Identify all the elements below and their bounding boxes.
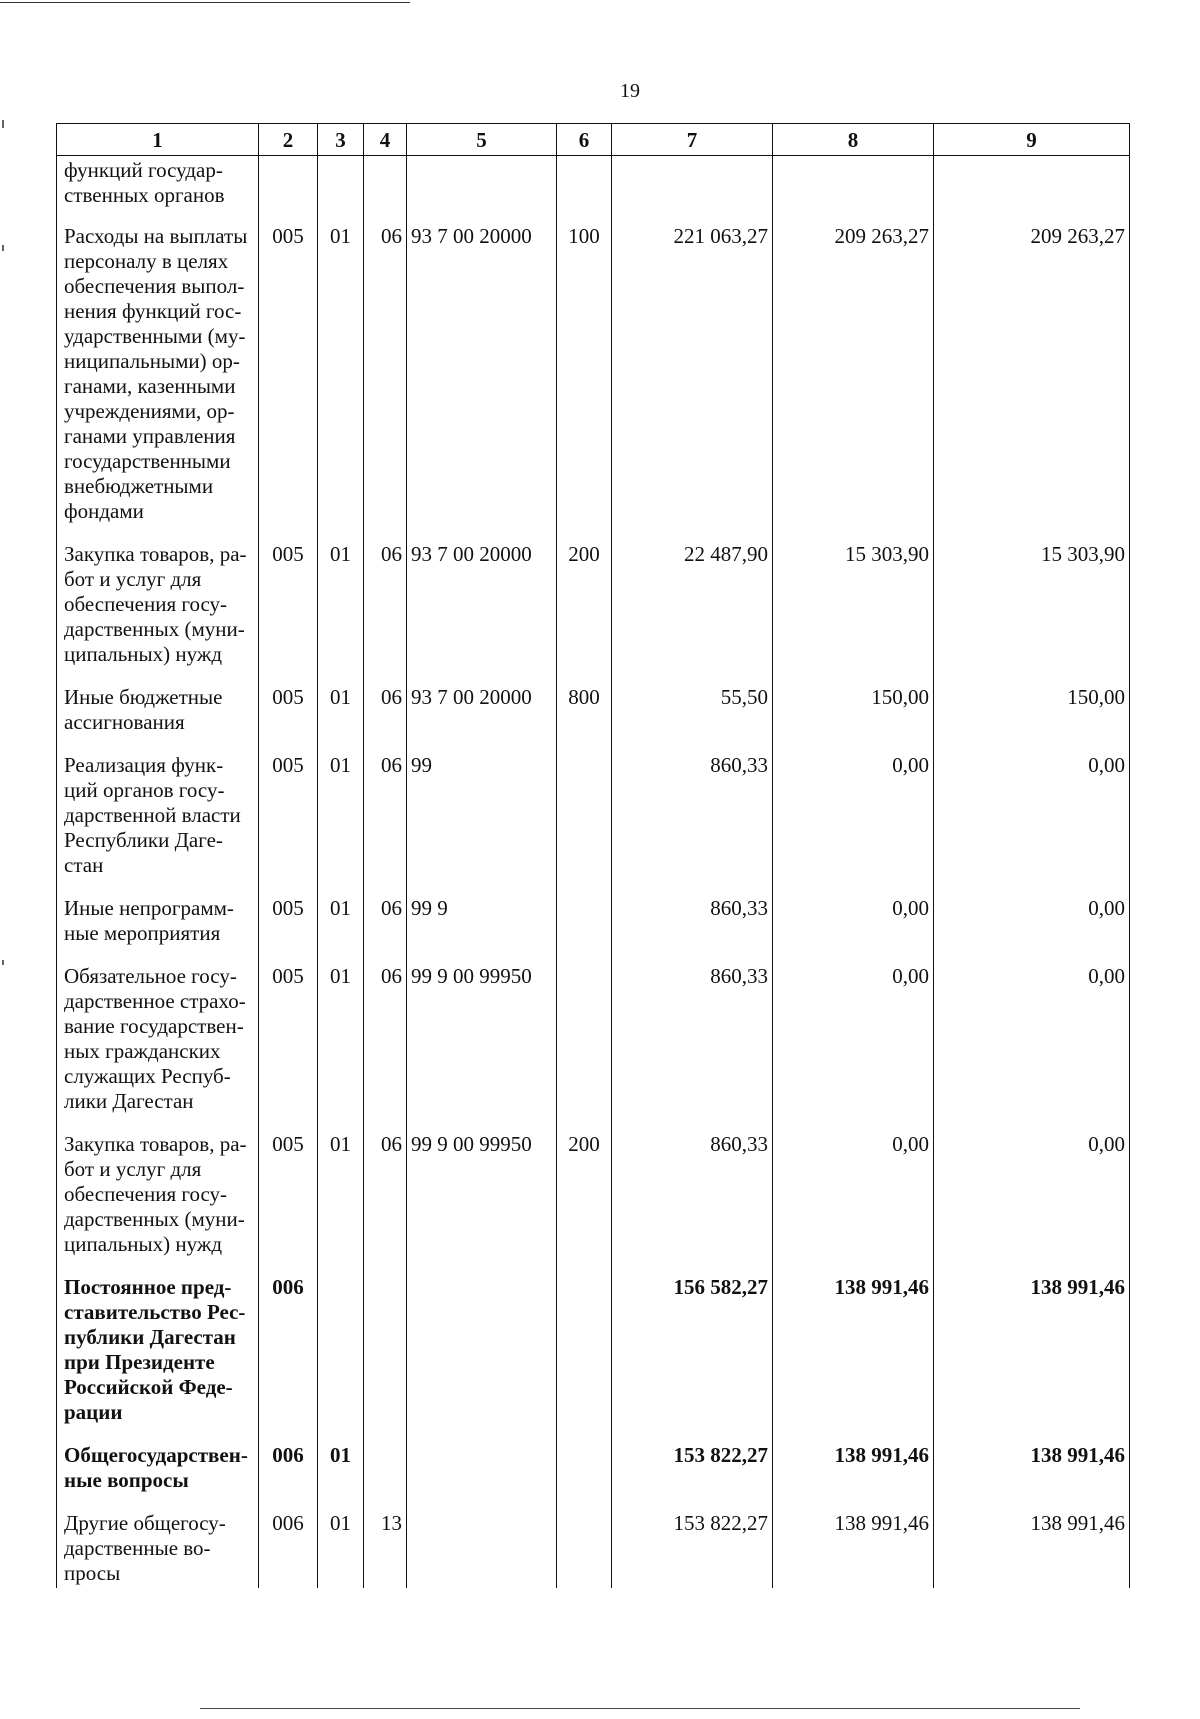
amount-col7-cell: 860,33 xyxy=(612,896,773,964)
budget-table xyxy=(56,123,1130,1588)
left-margin-mark xyxy=(2,960,4,965)
expense-name-cell: Закупка товаров, ра- бот и услуг для обеспечения госу- дарственных (муни- ципальных) нужд xyxy=(57,1132,259,1275)
ministry-code-cell: 005 xyxy=(259,896,318,964)
target-article-cell xyxy=(407,1275,557,1443)
column-header: 8 xyxy=(773,124,934,156)
table-row xyxy=(57,1443,1130,1511)
target-article-cell xyxy=(407,156,557,225)
subsection-code-cell: 06 xyxy=(364,753,407,896)
target-article-cell: 99 xyxy=(407,753,557,896)
amount-col8-cell: 0,00 xyxy=(773,1132,934,1275)
ministry-code-cell: 005 xyxy=(259,753,318,896)
amount-col9-cell: 138 991,46 xyxy=(934,1511,1130,1588)
amount-col8-cell: 138 991,46 xyxy=(773,1275,934,1443)
amount-col9-cell: 138 991,46 xyxy=(934,1275,1130,1443)
table-body xyxy=(57,156,1130,1589)
column-header: 5 xyxy=(407,124,557,156)
ministry-code-cell: 005 xyxy=(259,224,318,542)
amount-col9-cell: 15 303,90 xyxy=(934,542,1130,685)
amount-col9-cell xyxy=(934,156,1130,225)
section-code-cell xyxy=(318,156,364,225)
amount-col9-cell: 0,00 xyxy=(934,1132,1130,1275)
target-article-cell: 99 9 xyxy=(407,896,557,964)
ministry-code-cell: 005 xyxy=(259,964,318,1132)
section-code-cell xyxy=(318,1275,364,1443)
section-code-cell: 01 xyxy=(318,753,364,896)
amount-col7-cell: 153 822,27 xyxy=(612,1511,773,1588)
ministry-code-cell: 006 xyxy=(259,1275,318,1443)
amount-col9-cell: 150,00 xyxy=(934,685,1130,753)
subsection-code-cell: 06 xyxy=(364,542,407,685)
amount-col8-cell xyxy=(773,156,934,225)
amount-col8-cell: 15 303,90 xyxy=(773,542,934,685)
subsection-code-cell xyxy=(364,1275,407,1443)
expense-name-cell: Расходы на выплаты персоналу в целях обеспечения выпол- нения функций гос- ударственными (му- ниципальными) ор- ганами, казенными учреждениями, ор- ганами управления государственными внебюджетными фондами xyxy=(57,224,259,542)
expense-name-cell: Иные непрограмм- ные мероприятия xyxy=(57,896,259,964)
table-row xyxy=(57,964,1130,1132)
target-article-cell xyxy=(407,1511,557,1588)
target-article-cell xyxy=(407,1443,557,1511)
expense-type-cell xyxy=(557,753,612,896)
column-header: 7 xyxy=(612,124,773,156)
column-header: 4 xyxy=(364,124,407,156)
column-header: 3 xyxy=(318,124,364,156)
amount-col9-cell: 0,00 xyxy=(934,896,1130,964)
expense-name-cell: Закупка товаров, ра- бот и услуг для обеспечения госу- дарственных (муни- ципальных) нужд xyxy=(57,542,259,685)
amount-col8-cell: 0,00 xyxy=(773,896,934,964)
subsection-code-cell xyxy=(364,1443,407,1511)
amount-col7-cell: 860,33 xyxy=(612,964,773,1132)
top-scan-rule xyxy=(0,2,410,3)
amount-col8-cell: 209 263,27 xyxy=(773,224,934,542)
target-article-cell: 99 9 00 99950 xyxy=(407,964,557,1132)
expense-name-cell: функций государ- ственных органов xyxy=(57,156,259,225)
amount-col7-cell: 55,50 xyxy=(612,685,773,753)
expense-name-cell: Иные бюджетные ассигнования xyxy=(57,685,259,753)
section-code-cell: 01 xyxy=(318,685,364,753)
amount-col8-cell: 0,00 xyxy=(773,753,934,896)
expense-name-cell: Общегосударствен- ные вопросы xyxy=(57,1443,259,1511)
target-article-cell: 93 7 00 20000 xyxy=(407,542,557,685)
amount-col9-cell: 138 991,46 xyxy=(934,1443,1130,1511)
table-row xyxy=(57,1511,1130,1588)
table-row xyxy=(57,1275,1130,1443)
expense-type-cell xyxy=(557,896,612,964)
table-row xyxy=(57,1132,1130,1275)
amount-col9-cell: 0,00 xyxy=(934,964,1130,1132)
subsection-code-cell: 13 xyxy=(364,1511,407,1588)
subsection-code-cell: 06 xyxy=(364,964,407,1132)
table-row xyxy=(57,753,1130,896)
expense-type-cell xyxy=(557,156,612,225)
expense-name-cell: Постоянное пред- ставительство Рес- публики Дагестан при Президенте Российской Феде- рации xyxy=(57,1275,259,1443)
section-code-cell: 01 xyxy=(318,1443,364,1511)
amount-col7-cell: 153 822,27 xyxy=(612,1443,773,1511)
subsection-code-cell: 06 xyxy=(364,896,407,964)
section-code-cell: 01 xyxy=(318,964,364,1132)
column-header: 2 xyxy=(259,124,318,156)
expense-type-cell xyxy=(557,964,612,1132)
expense-type-cell: 800 xyxy=(557,685,612,753)
ministry-code-cell xyxy=(259,156,318,225)
expense-type-cell xyxy=(557,1443,612,1511)
table-row xyxy=(57,685,1130,753)
section-code-cell: 01 xyxy=(318,1511,364,1588)
table-row xyxy=(57,542,1130,685)
amount-col7-cell: 221 063,27 xyxy=(612,224,773,542)
expense-name-cell: Реализация функ- ций органов госу- дарственной власти Республики Даге- стан xyxy=(57,753,259,896)
column-header: 9 xyxy=(934,124,1130,156)
section-code-cell: 01 xyxy=(318,1132,364,1275)
amount-col7-cell: 860,33 xyxy=(612,753,773,896)
ministry-code-cell: 005 xyxy=(259,542,318,685)
table-row xyxy=(57,156,1130,225)
expense-type-cell xyxy=(557,1275,612,1443)
subsection-code-cell: 06 xyxy=(364,224,407,542)
subsection-code-cell: 06 xyxy=(364,1132,407,1275)
amount-col7-cell xyxy=(612,156,773,225)
left-margin-mark xyxy=(2,245,4,251)
expense-type-cell: 200 xyxy=(557,542,612,685)
left-margin-mark xyxy=(2,120,4,128)
expense-type-cell: 100 xyxy=(557,224,612,542)
column-header: 1 xyxy=(57,124,259,156)
ministry-code-cell: 005 xyxy=(259,1132,318,1275)
expense-name-cell: Другие общегосу- дарственные во- просы xyxy=(57,1511,259,1588)
expense-type-cell xyxy=(557,1511,612,1588)
amount-col7-cell: 156 582,27 xyxy=(612,1275,773,1443)
subsection-code-cell: 06 xyxy=(364,685,407,753)
expense-name-cell: Обязательное госу- дарственное страхо- вание государствен- ных гражданских служащих Респуб- лики Дагестан xyxy=(57,964,259,1132)
target-article-cell: 93 7 00 20000 xyxy=(407,224,557,542)
expense-type-cell: 200 xyxy=(557,1132,612,1275)
subsection-code-cell xyxy=(364,156,407,225)
section-code-cell: 01 xyxy=(318,542,364,685)
ministry-code-cell: 005 xyxy=(259,685,318,753)
target-article-cell: 99 9 00 99950 xyxy=(407,1132,557,1275)
amount-col8-cell: 0,00 xyxy=(773,964,934,1132)
amount-col8-cell: 150,00 xyxy=(773,685,934,753)
section-code-cell: 01 xyxy=(318,896,364,964)
amount-col9-cell: 0,00 xyxy=(934,753,1130,896)
amount-col7-cell: 860,33 xyxy=(612,1132,773,1275)
header-row xyxy=(57,124,1130,156)
amount-col7-cell: 22 487,90 xyxy=(612,542,773,685)
bottom-scan-rule xyxy=(200,1708,1080,1709)
ministry-code-cell: 006 xyxy=(259,1511,318,1588)
amount-col9-cell: 209 263,27 xyxy=(934,224,1130,542)
ministry-code-cell: 006 xyxy=(259,1443,318,1511)
table-row xyxy=(57,896,1130,964)
table-row xyxy=(57,224,1130,542)
target-article-cell: 93 7 00 20000 xyxy=(407,685,557,753)
section-code-cell: 01 xyxy=(318,224,364,542)
page-number: 19 xyxy=(620,80,640,102)
amount-col8-cell: 138 991,46 xyxy=(773,1443,934,1511)
amount-col8-cell: 138 991,46 xyxy=(773,1511,934,1588)
column-header: 6 xyxy=(557,124,612,156)
